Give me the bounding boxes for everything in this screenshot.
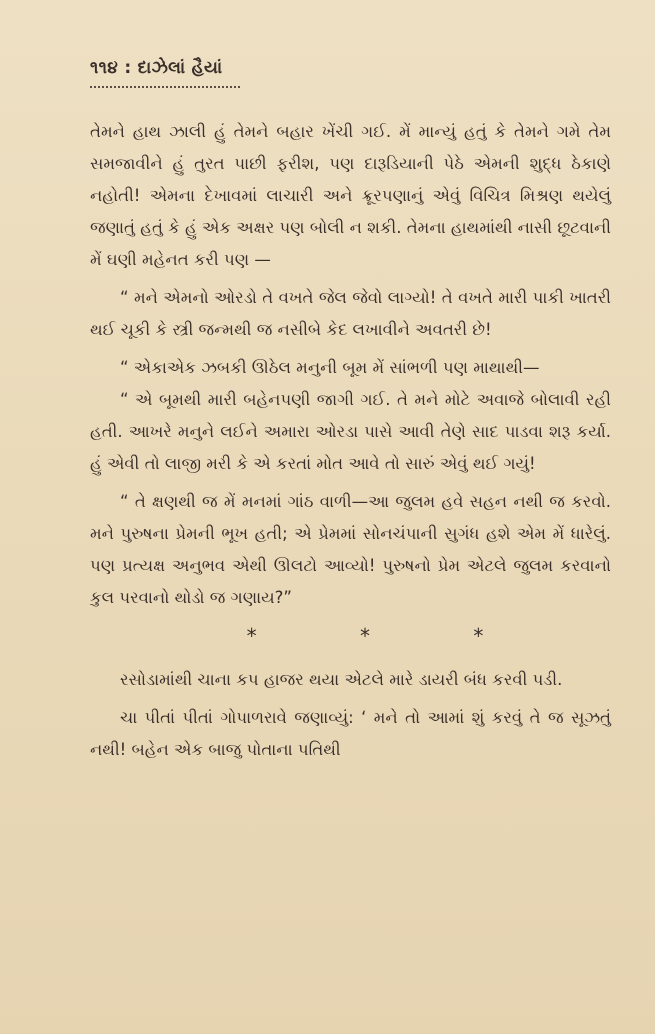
paragraph: “ એ બૂમથી મારી બહેનપણી જાગી ગઈ. તે મને મોટે અવાજે બોલાવી રહી હતી. આખરે મનુને લઈને અમારા ઓરડા પાસે આવી તેણે સાદ પાડવા શરૂ કર્યા. હું એવી તો લાજી મરી કે એ કરતાં મોત આવે તો સારું એવું થઈ ગયું!	[90, 390, 611, 473]
separator-star: *	[246, 624, 257, 648]
paragraph: “ તે ક્ષણથી જ મેં મનમાં ગાંઠ વાળી—આ જુલમ હવે સહન નથી જ કરવો. મને પુરુષના પ્રેમની ભૂખ હતી; એ પ્રેમમાં સોનચંપાની સુગંધ હશે એમ મેં ધારેલું. પણ પ્રત્યક્ષ અનુભવ એથી ઊલટો આવ્યો! પુરુષનો પ્રેમ એટલે જુલમ કરવાનો કુલ પરવાનો થોડો જ ગણાય?”	[90, 492, 611, 607]
paragraph: ચા પીતાં પીતાં ગોપાળરાવે જણાવ્યું: ‘ મને તો આમાં શું કરવું તે જ સૂઝતું નથી! બહેન એક બાજુ પોતાના પતિથી	[90, 708, 611, 759]
running-header: ૧૧૪ : દાઝેલાં હૈયાં	[90, 58, 223, 78]
header-underline	[90, 80, 240, 88]
section-separator	[195, 624, 535, 648]
paragraph: તેમને હાથ ઝાલી હું તેમને બહાર ખેંચી ગઈ. મેં માન્યું હતું કે તેમને ગમે તેમ સમજાવીને હું તુરત પાછી ફરીશ, પણ દારૂડિયાની પેઠે એમની શુદ્ધ ઠેકાણે નહોતી! એમના દેખાવમાં લાચારી અને ક્રૂરપણાનું એવું વિચિત્ર મિશ્રણ થયેલું જણાતું હતું કે હું એક અક્ષર પણ બોલી ન શકી. તેમના હાથમાંથી નાસી છૂટવાની મેં ઘણી મહેનત કરી પણ —	[90, 122, 612, 269]
separator-star: *	[473, 624, 484, 648]
paragraph: “ એકાએક ઝબકી ઊઠેલ મનુની બૂમ મેં સાંભળી પણ માથાથી—	[120, 358, 540, 377]
paragraph: “ મને એમનો ઓરડો તે વખતે જેલ જેવો લાગ્યો! તે વખતે મારી પાકી ખાતરી થઈ ચૂકી કે સ્ત્રી જન્મથી જ નસીબે કેદ લખાવીને અવતરી છે!	[90, 288, 611, 339]
paragraph: રસોડામાંથી ચાના કપ હાજર થયા એટલે મારે ડાયરી બંધ કરવી પડી.	[120, 670, 563, 689]
separator-star: *	[359, 624, 370, 648]
